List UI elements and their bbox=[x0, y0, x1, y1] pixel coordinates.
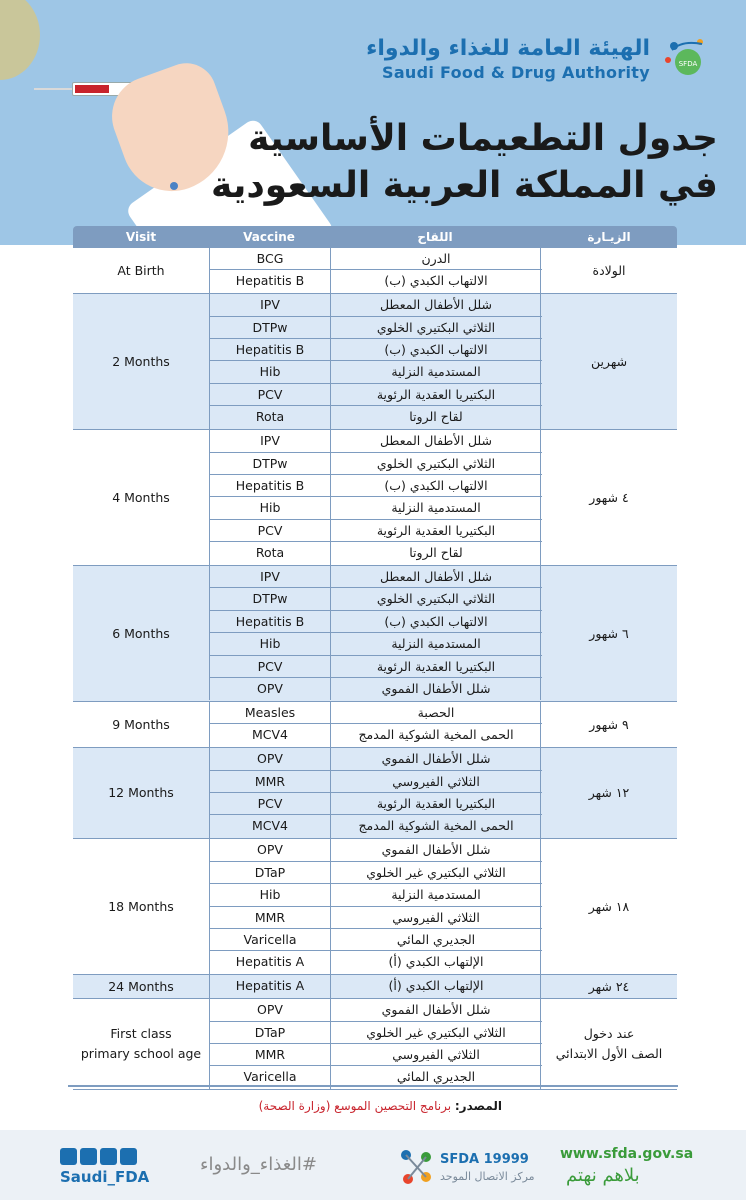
vaccine-ar: الالتهاب الكبدي (ب) bbox=[384, 273, 488, 289]
vaccine-ar: الدرن bbox=[421, 251, 451, 266]
visit-ar: ٩ شهور bbox=[589, 716, 629, 732]
vaccine-en: PCV bbox=[257, 658, 283, 674]
vaccine-list bbox=[209, 430, 541, 564]
vaccine-ar: لقاح الروتا bbox=[409, 409, 463, 425]
vaccine-ar: الجديري المائي bbox=[396, 931, 476, 947]
table-row bbox=[210, 294, 542, 316]
vaccine-en: MMR bbox=[254, 1046, 286, 1062]
table-row bbox=[210, 611, 542, 633]
vaccine-en: OPV bbox=[257, 1002, 283, 1018]
logo-english: Saudi Food & Drug Authority bbox=[382, 63, 650, 82]
vaccine-en: Rota bbox=[255, 545, 285, 561]
table-row bbox=[210, 771, 542, 793]
vaccine-en: Hib bbox=[259, 500, 281, 516]
vaccine-en: DTaP bbox=[254, 1024, 286, 1040]
table-row bbox=[210, 384, 542, 406]
visit-group bbox=[73, 839, 677, 975]
table-row bbox=[210, 475, 542, 497]
vaccine-list bbox=[209, 566, 541, 700]
visit-group bbox=[73, 748, 677, 839]
visit-group bbox=[73, 999, 677, 1090]
table-row bbox=[210, 542, 542, 564]
visit-en: First class primary school age bbox=[80, 1026, 202, 1062]
vaccine-ar: الثلاثي الفيروسي bbox=[392, 1046, 480, 1062]
vaccine-en: Varicella bbox=[243, 931, 297, 947]
vaccine-ar: البكتيريا العقدية الرئوية bbox=[376, 522, 496, 538]
visit-ar: ١٢ شهر bbox=[588, 785, 630, 801]
table-row bbox=[210, 1022, 542, 1044]
facebook-icon[interactable] bbox=[80, 1148, 97, 1165]
table-row bbox=[210, 1044, 542, 1066]
vaccine-ar: المستدمية النزلية bbox=[391, 636, 481, 652]
twitter-icon[interactable] bbox=[60, 1148, 77, 1165]
vaccine-ar: الثلاثي الفيروسي bbox=[392, 909, 480, 925]
vaccine-ar: الجديري المائي bbox=[396, 1069, 476, 1085]
table-row bbox=[210, 724, 542, 746]
footer bbox=[0, 1130, 746, 1200]
vaccine-en: MCV4 bbox=[251, 818, 289, 834]
needle-illustration bbox=[34, 88, 74, 90]
vaccine-en: Rota bbox=[255, 409, 285, 425]
table-row bbox=[210, 793, 542, 815]
visit-en: 24 Months bbox=[108, 978, 174, 994]
visit-en: 12 Months bbox=[108, 785, 174, 801]
vaccine-en: PCV bbox=[257, 796, 283, 812]
vaccine-ar: شلل الأطفال الفموي bbox=[381, 681, 491, 697]
vaccine-list bbox=[209, 839, 541, 973]
tagline: بلاهم نهتم bbox=[566, 1165, 640, 1186]
vaccine-en: Hib bbox=[259, 887, 281, 903]
vaccine-en: Measles bbox=[244, 704, 296, 720]
table-row bbox=[210, 999, 542, 1021]
vaccine-en: MCV4 bbox=[251, 727, 289, 743]
vaccine-ar: المستدمية النزلية bbox=[391, 500, 481, 516]
sfda-number: SFDA 19999 bbox=[440, 1152, 529, 1167]
table-row bbox=[210, 656, 542, 678]
table-row bbox=[210, 317, 542, 339]
vaccine-en: IPV bbox=[260, 297, 280, 313]
table-row bbox=[210, 248, 542, 270]
sfda-logo-icon bbox=[662, 36, 708, 82]
visit-ar: ٤ شهور bbox=[589, 489, 629, 505]
source-text: برنامج التحصين الموسع (وزارة الصحة) bbox=[258, 1099, 452, 1113]
contact-center-icon bbox=[398, 1147, 434, 1187]
vaccine-en: DTaP bbox=[254, 864, 286, 880]
vaccine-ar: الإلتهاب الكبدي (أ) bbox=[388, 954, 484, 970]
table-row bbox=[210, 430, 542, 452]
vaccine-list bbox=[209, 748, 541, 838]
vaccine-ar: المستدمية النزلية bbox=[391, 887, 481, 903]
table-row bbox=[210, 270, 542, 292]
table-row bbox=[210, 520, 542, 542]
vaccine-ar: لقاح الروتا bbox=[409, 545, 463, 561]
vaccine-en: Hepatitis A bbox=[235, 978, 305, 994]
vaccine-en: IPV bbox=[260, 433, 280, 449]
vaccine-en: PCV bbox=[257, 386, 283, 402]
instagram-icon[interactable] bbox=[120, 1148, 137, 1165]
vaccine-ar: الثلاثي الفيروسي bbox=[392, 773, 480, 789]
vaccine-en: Hepatitis B bbox=[235, 342, 305, 358]
vaccine-ar: شلل الأطفال المعطل bbox=[379, 297, 493, 313]
social-handle[interactable]: Saudi_FDA bbox=[60, 1168, 150, 1186]
visit-group bbox=[73, 702, 677, 748]
visit-group bbox=[73, 430, 677, 566]
vaccine-en: IPV bbox=[260, 569, 280, 585]
vaccine-en: Hib bbox=[259, 636, 281, 652]
vaccine-en: Hepatitis B bbox=[235, 477, 305, 493]
vaccine-ar: شلل الأطفال المعطل bbox=[379, 569, 493, 585]
vaccine-en: OPV bbox=[257, 681, 283, 697]
vaccine-en: OPV bbox=[257, 751, 283, 767]
header-visit-ar: الزيـارة bbox=[587, 230, 631, 244]
table-row bbox=[210, 453, 542, 475]
vaccine-ar: الثلاثي البكتيري غير الخلوي bbox=[366, 864, 506, 880]
vaccine-ar: الالتهاب الكبدي (ب) bbox=[384, 342, 488, 358]
logo-arabic: الهيئة العامة للغذاء والدواء bbox=[366, 36, 650, 61]
vaccine-ar: الثلاثي البكتيري غير الخلوي bbox=[366, 1024, 506, 1040]
page-title: جدول التطعيمات الأساسية bbox=[248, 118, 718, 159]
visit-ar: شهرين bbox=[590, 353, 628, 369]
vaccine-en: MMR bbox=[254, 909, 286, 925]
vaccine-en: DTPw bbox=[252, 455, 288, 471]
table-header bbox=[73, 226, 677, 248]
table-row bbox=[210, 678, 542, 700]
table-row bbox=[210, 406, 542, 428]
website-link[interactable]: www.sfda.gov.sa bbox=[560, 1146, 694, 1162]
visit-en: At Birth bbox=[117, 262, 165, 278]
vaccine-en: PCV bbox=[257, 522, 283, 538]
vaccine-ar: البكتيريا العقدية الرئوية bbox=[376, 658, 496, 674]
vaccine-list bbox=[209, 248, 541, 293]
vaccine-ar: الالتهاب الكبدي (ب) bbox=[384, 477, 488, 493]
vaccine-list bbox=[209, 975, 541, 997]
table-row bbox=[210, 588, 542, 610]
table-bottom-line bbox=[68, 1085, 678, 1087]
vaccine-ar: الإلتهاب الكبدي (أ) bbox=[388, 978, 484, 994]
youtube-icon[interactable] bbox=[100, 1148, 117, 1165]
visit-en: 9 Months bbox=[112, 716, 170, 732]
vaccine-en: Hepatitis B bbox=[235, 613, 305, 629]
header-vaccine: Vaccine bbox=[243, 230, 295, 244]
table-row bbox=[210, 839, 542, 861]
vaccine-en: Hepatitis B bbox=[235, 273, 305, 289]
visit-en: 4 Months bbox=[112, 489, 170, 505]
table-row bbox=[210, 815, 542, 837]
visit-ar: ٢٤ شهر bbox=[588, 978, 630, 994]
vaccination-table bbox=[73, 248, 677, 1090]
vaccine-ar: الحمى المخية الشوكية المدمج bbox=[358, 727, 514, 743]
vaccine-ar: شلل الأطفال الفموي bbox=[381, 1002, 491, 1018]
table-row bbox=[210, 633, 542, 655]
vaccine-ar: الثلاثي البكتيري الخلوي bbox=[376, 455, 496, 471]
visit-group bbox=[73, 294, 677, 430]
social-icons bbox=[60, 1148, 137, 1165]
table-row bbox=[210, 862, 542, 884]
visit-ar: ١٨ شهر bbox=[588, 898, 630, 914]
visit-ar: ٦ شهور bbox=[589, 625, 629, 641]
header-vaccine-ar: اللقاح bbox=[417, 230, 453, 244]
visit-ar: الولادة bbox=[592, 262, 626, 278]
source-label: المصدر: bbox=[454, 1099, 502, 1113]
vaccine-en: Hib bbox=[259, 364, 281, 380]
table-row bbox=[210, 975, 542, 997]
vaccine-en: DTPw bbox=[252, 591, 288, 607]
vaccine-en: MMR bbox=[254, 773, 286, 789]
vaccine-ar: الثلاثي البكتيري الخلوي bbox=[376, 591, 496, 607]
vaccine-ar: الثلاثي البكتيري الخلوي bbox=[376, 319, 496, 335]
vaccine-ar: شلل الأطفال الفموي bbox=[381, 751, 491, 767]
visit-group bbox=[73, 975, 677, 999]
vaccine-ar: شلل الأطفال الفموي bbox=[381, 842, 491, 858]
vaccine-ar: الالتهاب الكبدي (ب) bbox=[384, 613, 488, 629]
table-row bbox=[210, 566, 542, 588]
vaccine-en: DTPw bbox=[252, 319, 288, 335]
visit-ar: عند دخول الصف الأول الابتدائي bbox=[555, 1026, 663, 1062]
visit-group bbox=[73, 248, 677, 294]
vaccine-ar: الحصبة bbox=[417, 704, 455, 720]
visit-group bbox=[73, 566, 677, 702]
table-row bbox=[210, 339, 542, 361]
table-row bbox=[210, 497, 542, 519]
logo-mark-text: SFDA bbox=[678, 60, 698, 68]
vaccine-list bbox=[209, 999, 541, 1089]
vaccine-en: BCG bbox=[256, 251, 284, 266]
visit-en: 18 Months bbox=[108, 898, 174, 914]
table-row bbox=[210, 361, 542, 383]
patient-arm-illustration bbox=[0, 0, 40, 80]
vaccine-en: OPV bbox=[257, 842, 283, 858]
vaccine-en: Hepatitis A bbox=[235, 954, 305, 970]
header-visit: Visit bbox=[125, 230, 157, 244]
vaccine-ar: البكتيريا العقدية الرئوية bbox=[376, 796, 496, 812]
table-row bbox=[210, 702, 542, 724]
visit-en: 2 Months bbox=[112, 353, 170, 369]
table-row bbox=[210, 907, 542, 929]
sfda-center: مركز الاتصال الموحد bbox=[440, 1170, 535, 1183]
vaccine-en: Varicella bbox=[243, 1069, 297, 1085]
vaccine-ar: المستدمية النزلية bbox=[391, 364, 481, 380]
table-row bbox=[210, 748, 542, 770]
cuff-button-illustration bbox=[170, 182, 178, 190]
vaccine-ar: شلل الأطفال المعطل bbox=[379, 433, 493, 449]
hashtag: #الغذاء_والدواء bbox=[200, 1154, 317, 1175]
vaccine-list bbox=[209, 294, 541, 428]
vaccine-ar: الحمى المخية الشوكية المدمج bbox=[358, 818, 514, 834]
header-banner bbox=[0, 0, 746, 245]
table-row bbox=[210, 951, 542, 973]
vaccine-list bbox=[209, 702, 541, 747]
vaccine-ar: البكتيريا العقدية الرئوية bbox=[376, 386, 496, 402]
page-subtitle: في المملكة العربية السعودية bbox=[210, 165, 718, 206]
table-row bbox=[210, 929, 542, 951]
source-note bbox=[259, 1099, 502, 1113]
table-row bbox=[210, 884, 542, 906]
visit-en: 6 Months bbox=[112, 625, 170, 641]
